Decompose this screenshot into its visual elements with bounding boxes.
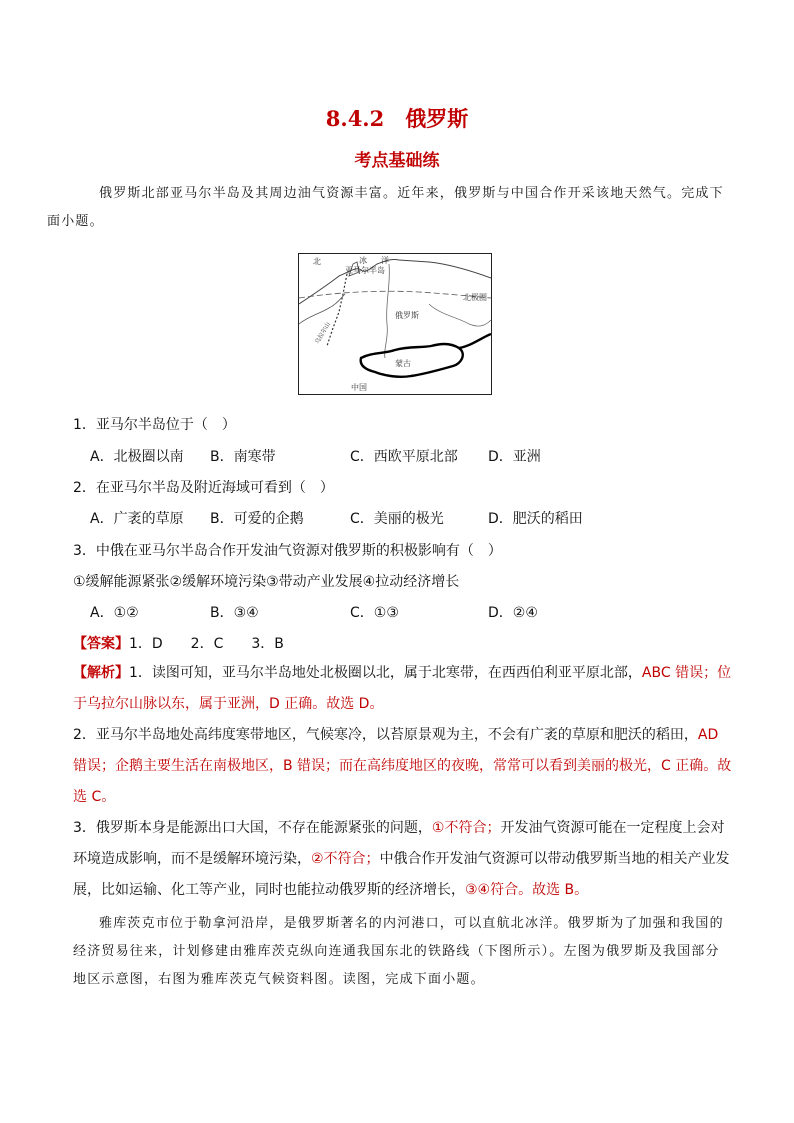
page-title: 8.4.2 俄罗斯 <box>325 106 469 131</box>
country-border-west <box>299 294 345 324</box>
question-3-option-a: A．①② <box>90 605 139 621</box>
question-2-stem: 2．在亚马尔半岛及附近海域可看到（ ） <box>73 480 334 496</box>
answer-line <box>73 633 284 653</box>
question-2-option-c: C．美丽的极光 <box>350 511 444 527</box>
analysis-paragraph-3 <box>73 813 733 906</box>
map-label-north: 北 <box>313 257 321 266</box>
map-label-russia: 俄罗斯 <box>395 311 419 320</box>
question-1-option-c: C．西欧平原北部 <box>350 449 458 465</box>
question-3-option-d: D．②④ <box>488 605 538 621</box>
question-3-stem: 3．中俄在亚马尔半岛合作开发油气资源对俄罗斯的积极影响有（ ） <box>73 543 502 559</box>
ural-mountains <box>327 274 347 346</box>
analysis-1-highlight: ABC 错误；位于乌拉尔山脉以东，属于亚洲，D 正确。故选 D。 <box>73 665 732 712</box>
map-label-china: 中国 <box>351 383 367 392</box>
analysis-2-highlight: AD 错误；企鹅主要生活在南极地区，B 错误；而在高纬度地区的夜晚，常常可以看到美丽的极光，C 正确。故选 C。 <box>73 727 732 805</box>
analysis-2-text: 2．亚马尔半岛地处高纬度寒带地区，气候寒冷，以苔原景观为主，不会有广袤的草原和肥沃的稻田， <box>73 727 698 743</box>
question-3-statements: ①缓解能源紧张②缓解环境污染③带动产业发展④拉动经济增长 <box>73 574 460 590</box>
answer-text: 1．D 2．C 3．B <box>129 636 284 652</box>
intro-paragraph-1 <box>47 180 728 236</box>
intro-line-1: 俄罗斯北部亚马尔半岛及其周边油气资源丰富。近年来，俄罗斯与中国合作开采该地天然气。完成下 <box>99 186 724 201</box>
map-label-arctic-circle: 北极圈 <box>463 293 487 302</box>
page-subtitle: 考点基础练 <box>354 151 440 171</box>
question-2-option-d: D．肥沃的稻田 <box>488 511 583 527</box>
map-label-ural-mountains: 乌拉尔山 <box>313 321 332 346</box>
russia-map <box>298 253 492 395</box>
question-3-option-c: C．①③ <box>350 605 399 621</box>
map-label-mongolia: 蒙古 <box>395 359 411 368</box>
analysis-3-highlight-2: ②不符合； <box>311 851 380 867</box>
analysis-3-text-3: 中俄合作开发油气资源可以带动俄罗斯当地的相关产业发展，比如运输、化工等产业，同时也能拉动俄罗斯的经济增长， <box>73 851 730 898</box>
intro-paragraph-2: 雅库茨克市位于勒拿河沿岸，是俄罗斯著名的内河港口，可以直航北冰洋。俄罗斯为了加强和我国的经济贸易往来，计划修建由雅库茨克纵向连通我国东北的铁路线（下图所示）。左图为俄罗斯及我国部分地区示意图，右图为雅库茨克气候资料图。读图，完成下面小题。 <box>73 916 724 987</box>
map-label-peninsula: 亚马尔半岛 <box>345 266 385 275</box>
question-1-option-d: D．亚洲 <box>488 449 541 465</box>
analysis-3-text-2: 开发油气资源可能在一定程度上会对环境造成影响，而不是缓解环境污染， <box>73 820 725 867</box>
analysis-paragraph-2 <box>73 720 733 813</box>
river-line <box>385 264 390 358</box>
question-1-option-a: A．北极圈以南 <box>90 449 184 465</box>
question-2-option-a: A．广袤的草原 <box>90 511 184 527</box>
analysis-1-text: 1．读图可知，亚马尔半岛地处北极圈以北，属于北寒带，在西西伯利亚平原北部， <box>129 665 642 681</box>
mongolia-border <box>361 344 463 377</box>
question-1-stem: 1．亚马尔半岛位于（ ） <box>73 417 236 433</box>
question-1-option-b: B．南寒带 <box>210 449 276 465</box>
map-label-ice: 冰 <box>359 256 367 265</box>
china-border-east <box>459 334 491 348</box>
river-east <box>429 304 491 326</box>
analysis-3-text-1: 3．俄罗斯本身是能源出口大国，不存在能源紧张的问题， <box>73 820 432 836</box>
analysis-3-highlight-1: ①不符合； <box>431 820 501 836</box>
map-label-sea: 洋 <box>381 256 389 265</box>
analysis-paragraph-1 <box>73 658 733 720</box>
answer-tag: 【答案】 <box>73 636 129 652</box>
intro-line-2: 面小题。 <box>47 214 104 229</box>
map-drawing <box>299 254 491 394</box>
question-3-option-b: B．③④ <box>210 605 259 621</box>
question-2-option-b: B．可爱的企鹅 <box>210 511 304 527</box>
analysis-tag: 【解析】 <box>73 665 129 681</box>
analysis-3-highlight-3: ③④符合。故选 B。 <box>465 882 589 898</box>
